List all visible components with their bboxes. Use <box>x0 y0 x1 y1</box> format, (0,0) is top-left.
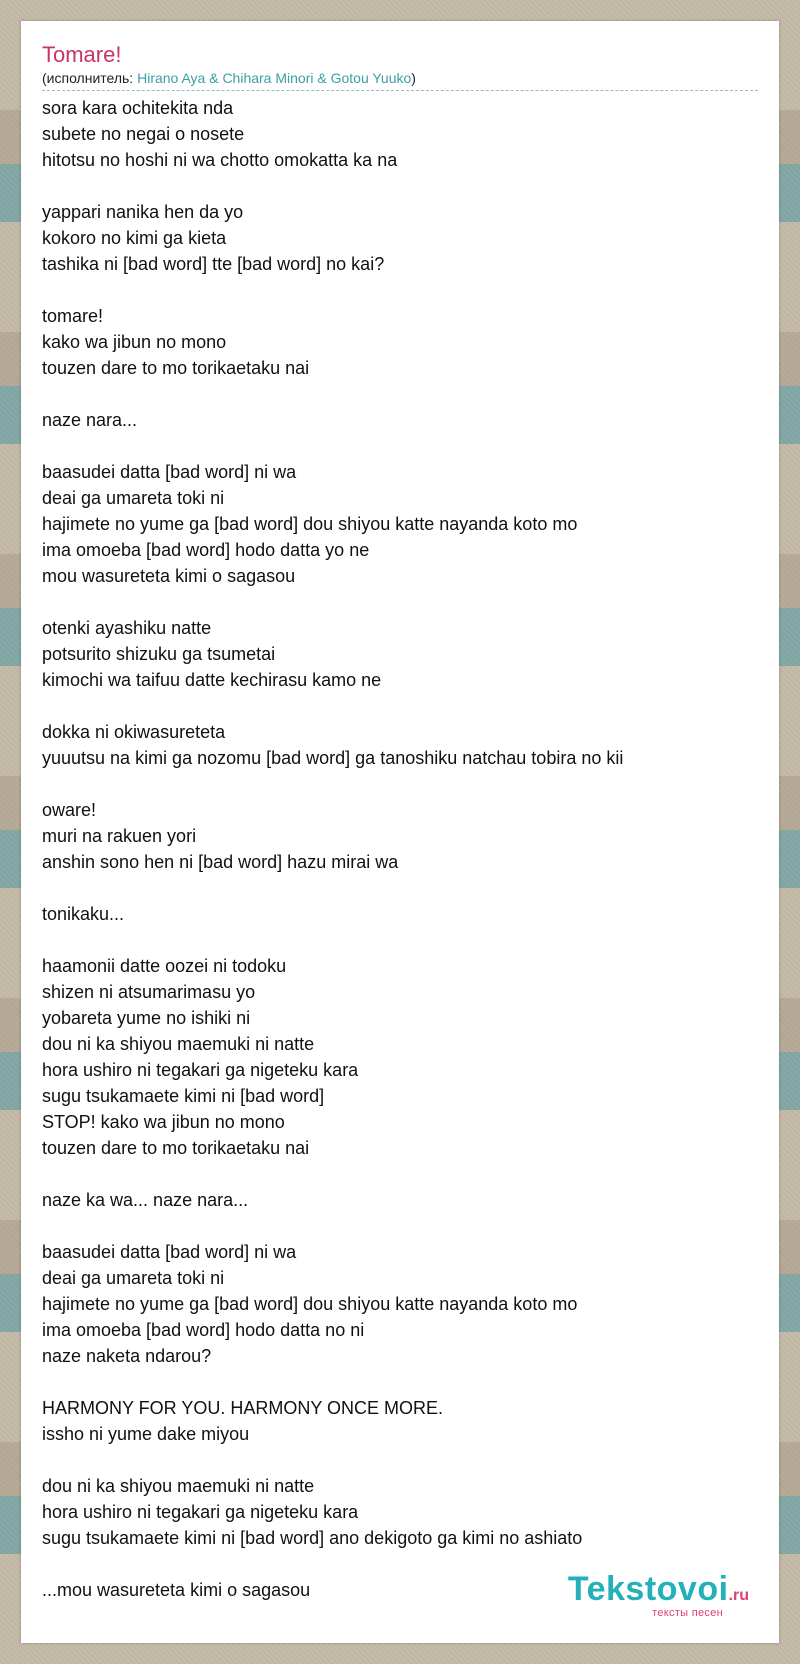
artist-suffix: ) <box>411 70 416 86</box>
lyrics-line: anshin sono hen ni [bad word] hazu mirai wa <box>42 852 399 872</box>
lyrics-line: oware! <box>42 800 97 820</box>
lyrics-line: HARMONY FOR YOU. HARMONY ONCE MORE. <box>42 1398 444 1418</box>
artist-prefix: (исполнитель: <box>42 70 138 86</box>
lyrics-line: naze naketa ndarou? <box>42 1346 212 1366</box>
lyrics-stanza <box>42 459 758 589</box>
lyrics-line: dou ni ka shiyou maemuki ni natte <box>42 1034 315 1054</box>
lyrics-stanza <box>42 1239 758 1369</box>
lyrics-line: ima omoeba [bad word] hodo datta no ni <box>42 1320 365 1340</box>
lyrics-line: yuuutsu na kimi ga nozomu [bad word] ga tanoshiku natchau tobira no kii <box>42 748 624 768</box>
lyrics-line: muri na rakuen yori <box>42 826 197 846</box>
lyrics-line: hajimete no yume ga [bad word] dou shiyou katte nayanda koto mo <box>42 514 578 534</box>
lyrics-stanza <box>42 901 758 927</box>
lyrics-body <box>42 95 758 1603</box>
lyrics-line: deai ga umareta toki ni <box>42 488 225 508</box>
lyrics-line: hora ushiro ni tegakari ga nigeteku kara <box>42 1502 359 1522</box>
lyrics-stanza <box>42 303 758 381</box>
lyrics-stanza <box>42 1395 758 1447</box>
lyrics-line: issho ni yume dake miyou <box>42 1424 250 1444</box>
lyrics-line: tomare! <box>42 306 104 326</box>
lyrics-line: hitotsu no hoshi ni wa chotto omokatta ka na <box>42 150 398 170</box>
artist-line <box>42 69 758 91</box>
lyrics-stanza <box>42 797 758 875</box>
logo-wordmark <box>568 1571 749 1607</box>
lyrics-stanza <box>42 407 758 433</box>
lyrics-line: subete no negai o nosete <box>42 124 245 144</box>
lyrics-line: ima omoeba [bad word] hodo datta yo ne <box>42 540 370 560</box>
lyrics-stanza <box>42 1473 758 1551</box>
lyrics-line: haamonii datte oozei ni todoku <box>42 956 287 976</box>
lyrics-line: kako wa jibun no mono <box>42 332 227 352</box>
lyrics-line: naze ka wa... naze nara... <box>42 1190 249 1210</box>
lyrics-line: touzen dare to mo torikaetaku nai <box>42 1138 310 1158</box>
lyrics-line: kimochi wa taifuu datte kechirasu kamo ne <box>42 670 382 690</box>
lyrics-stanza <box>42 95 758 173</box>
lyrics-line: yobareta yume no ishiki ni <box>42 1008 251 1028</box>
logo-tld: .ru <box>728 1587 749 1604</box>
lyrics-line: touzen dare to mo torikaetaku nai <box>42 358 310 378</box>
lyrics-stanza <box>42 953 758 1161</box>
lyrics-line: sora kara ochitekita nda <box>42 98 234 118</box>
lyrics-line: sugu tsukamaete kimi ni [bad word] <box>42 1086 325 1106</box>
lyrics-line: shizen ni atsumarimasu yo <box>42 982 256 1002</box>
lyrics-line: mou wasureteta kimi o sagasou <box>42 566 296 586</box>
lyrics-line: dokka ni okiwasureteta <box>42 722 226 742</box>
lyrics-line: baasudei datta [bad word] ni wa <box>42 462 297 482</box>
lyrics-stanza <box>42 199 758 277</box>
lyrics-line: dou ni ka shiyou maemuki ni natte <box>42 1476 315 1496</box>
lyrics-line: STOP! kako wa jibun no mono <box>42 1112 285 1132</box>
lyrics-line: tonikaku... <box>42 904 125 924</box>
lyrics-line: hora ushiro ni tegakari ga nigeteku kara <box>42 1060 359 1080</box>
lyrics-line: baasudei datta [bad word] ni wa <box>42 1242 297 1262</box>
lyrics-stanza <box>42 615 758 693</box>
lyrics-card <box>21 21 779 1643</box>
site-logo[interactable] <box>568 1571 749 1619</box>
lyrics-line: deai ga umareta toki ni <box>42 1268 225 1288</box>
lyrics-line: otenki ayashiku natte <box>42 618 212 638</box>
lyrics-line: yappari nanika hen da yo <box>42 202 244 222</box>
lyrics-stanza <box>42 1187 758 1213</box>
logo-tagline: тексты песен <box>652 1607 723 1619</box>
song-title: Tomare! <box>42 42 122 67</box>
logo-name: Tekstovoi <box>567 1570 729 1608</box>
lyrics-line: sugu tsukamaete kimi ni [bad word] ano dekigoto ga kimi no ashiato <box>42 1528 583 1548</box>
lyrics-line: potsurito shizuku ga tsumetai <box>42 644 276 664</box>
lyrics-line: ...mou wasureteta kimi o sagasou <box>42 1580 311 1600</box>
lyrics-line: hajimete no yume ga [bad word] dou shiyou katte nayanda koto mo <box>42 1294 578 1314</box>
lyrics-stanza <box>42 719 758 771</box>
artist-link[interactable]: Hirano Aya & Chihara Minori & Gotou Yuuko <box>137 70 412 86</box>
lyrics-line: naze nara... <box>42 410 138 430</box>
lyrics-line: tashika ni [bad word] tte [bad word] no kai? <box>42 254 385 274</box>
lyrics-line: kokoro no kimi ga kieta <box>42 228 227 248</box>
